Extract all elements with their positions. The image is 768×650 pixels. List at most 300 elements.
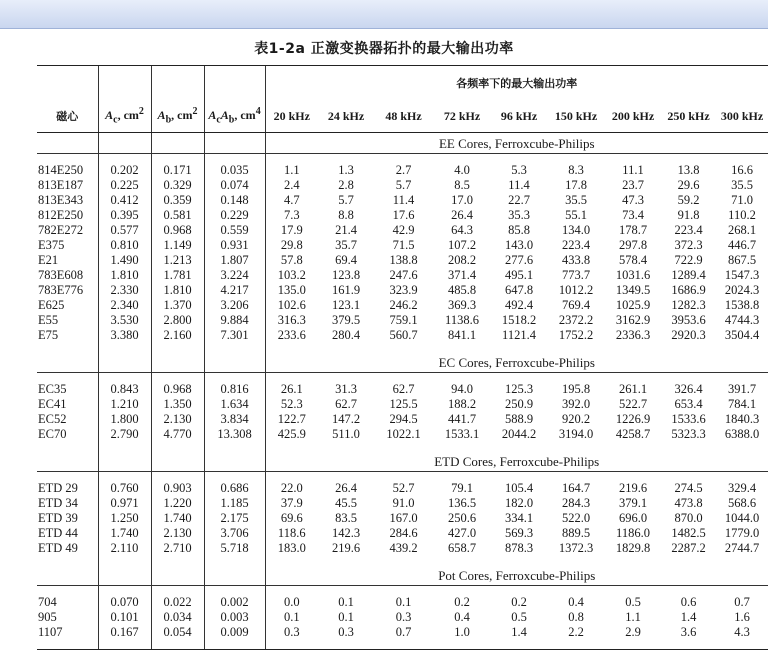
value-cell: 1.210 (98, 397, 151, 412)
value-cell: 870.0 (674, 511, 703, 525)
value-cell: 1533.1 (444, 427, 480, 441)
core-name-cell: EC70 (38, 427, 67, 441)
max-output-power-table (37, 66, 768, 650)
table-row (37, 541, 768, 556)
value-cell: 250.9 (504, 397, 534, 411)
core-name-cell: 813E343 (38, 193, 84, 207)
value-cell: 326.4 (674, 382, 703, 396)
column-header-ab: $A_b$, $cm^2$ (151, 100, 204, 133)
section-spacer-cell (204, 565, 265, 586)
table-row (37, 313, 768, 328)
value-cell: 316.3 (265, 313, 318, 328)
value-cell: 1547.3 (724, 268, 760, 282)
value-cell: 4.3 (734, 625, 750, 639)
value-cell: 17.6 (392, 208, 415, 222)
value-cell: 2.800 (151, 313, 204, 328)
value-cell: 223.4 (674, 223, 703, 237)
value-cell: 492.4 (504, 298, 534, 312)
value-cell: 2287.2 (671, 541, 706, 555)
core-name-cell: EC35 (38, 382, 67, 396)
value-cell: 588.9 (504, 412, 534, 426)
value-cell: 1025.9 (615, 298, 651, 312)
value-cell: 94.0 (451, 382, 473, 396)
value-cell: 2.330 (98, 283, 151, 298)
value-cell: 1.4 (680, 610, 697, 624)
spacer-row (37, 442, 768, 451)
section-spacer-cell (204, 352, 265, 373)
value-cell: 0.202 (98, 163, 151, 178)
value-cell: 183.0 (265, 541, 318, 556)
core-name-cell: 782E272 (38, 223, 84, 237)
value-cell: 379.1 (618, 496, 648, 510)
value-cell: 1.810 (151, 283, 204, 298)
table-row (37, 238, 768, 253)
value-cell: 21.4 (335, 223, 357, 237)
value-cell: 0.395 (98, 208, 151, 223)
section-header-row (37, 451, 768, 472)
value-cell: 578.4 (618, 253, 648, 267)
value-cell: 2.175 (204, 511, 265, 526)
core-name-cell: E375 (38, 238, 65, 252)
core-name-cell: ETD 44 (38, 526, 78, 540)
value-cell: 560.7 (389, 328, 418, 342)
value-cell: 427.0 (447, 526, 477, 540)
value-cell: 22.0 (265, 481, 318, 496)
value-cell: 11.1 (622, 163, 644, 177)
column-header-freq: 300 kHz (716, 100, 768, 133)
column-header-acab: $A_cA_b$, $cm^4$ (204, 100, 265, 133)
value-cell: 1840.3 (724, 412, 760, 426)
core-name-cell: 814E250 (38, 163, 84, 177)
value-cell: 45.5 (335, 496, 357, 510)
spacer-row (37, 556, 768, 565)
table-row (37, 298, 768, 313)
value-cell: 13.8 (677, 163, 700, 177)
value-cell: 0.3 (265, 625, 318, 640)
value-cell: 1779.0 (724, 526, 760, 540)
value-cell: 268.1 (727, 223, 757, 237)
header-spacer (98, 66, 151, 100)
value-cell: 284.6 (389, 526, 418, 540)
column-header-freq: 250 kHz (661, 100, 716, 133)
value-cell: 0.4 (568, 595, 584, 609)
value-cell: 2.8 (338, 178, 354, 192)
column-header-freq: 72 kHz (433, 100, 491, 133)
header-spacer (151, 66, 204, 100)
value-cell: 142.3 (331, 526, 361, 540)
column-header-ac: $A_c$, $cm^2$ (98, 100, 151, 133)
core-name-cell: ETD 34 (38, 496, 78, 510)
value-cell: 135.0 (265, 283, 318, 298)
value-cell: 1282.3 (671, 298, 706, 312)
core-name-cell: EC41 (38, 397, 67, 411)
value-cell: 769.4 (561, 298, 591, 312)
value-cell: 195.8 (561, 382, 591, 396)
value-cell: 37.9 (265, 496, 318, 511)
value-cell: 0.760 (98, 481, 151, 496)
value-cell: 3504.4 (724, 328, 760, 342)
value-cell: 1.213 (151, 253, 204, 268)
spacer-row (37, 154, 768, 164)
value-cell: 1752.2 (558, 328, 594, 342)
value-cell: 0.074 (204, 178, 265, 193)
value-cell: 0.0 (265, 595, 318, 610)
value-cell: 1138.6 (445, 313, 479, 327)
value-cell: 0.002 (204, 595, 265, 610)
column-header-freq: 96 kHz (491, 100, 547, 133)
value-cell: 274.5 (674, 481, 703, 495)
value-cell: 334.1 (504, 511, 534, 525)
value-cell: 143.0 (504, 238, 534, 252)
value-cell: 369.3 (447, 298, 477, 312)
value-cell: 52.7 (392, 481, 415, 495)
section-spacer-cell (204, 133, 265, 154)
value-cell: 11.4 (508, 178, 530, 192)
table-row (37, 328, 768, 343)
value-cell: 568.6 (727, 496, 757, 510)
value-cell: 569.3 (504, 526, 534, 540)
table-row (37, 610, 768, 625)
value-cell: 294.5 (389, 412, 418, 426)
value-cell: 2.110 (98, 541, 151, 556)
value-cell: 0.5 (625, 595, 641, 609)
value-cell: 17.9 (265, 223, 318, 238)
value-cell: 0.903 (151, 481, 204, 496)
value-cell: 69.6 (265, 511, 318, 526)
value-cell: 8.5 (454, 178, 470, 192)
value-cell: 85.8 (508, 223, 530, 237)
value-cell: 0.003 (204, 610, 265, 625)
value-cell: 3.706 (204, 526, 265, 541)
value-cell: 1.4 (511, 625, 527, 639)
value-cell: 0.3 (338, 625, 354, 639)
table-row (37, 481, 768, 496)
value-cell: 329.4 (727, 481, 757, 495)
value-cell: 0.5 (511, 610, 527, 624)
value-cell: 3.380 (98, 328, 151, 343)
value-cell: 0.022 (151, 595, 204, 610)
section-spacer-cell (37, 451, 98, 472)
header-spacer (204, 66, 265, 100)
value-cell: 31.3 (335, 382, 357, 396)
core-name-cell: 812E250 (38, 208, 84, 222)
value-cell: 920.2 (561, 412, 591, 426)
value-cell: 136.5 (447, 496, 477, 510)
value-cell: 3.530 (98, 313, 151, 328)
value-cell: 3.206 (204, 298, 265, 313)
table-row (37, 427, 768, 442)
value-cell: 247.6 (389, 268, 418, 282)
value-cell: 219.6 (331, 541, 361, 555)
value-cell: 52.3 (265, 397, 318, 412)
value-cell: 433.8 (561, 253, 591, 267)
value-cell: 47.3 (622, 193, 644, 207)
value-cell: 277.6 (504, 253, 534, 267)
value-cell: 1022.1 (386, 427, 421, 441)
section-header-row (37, 352, 768, 373)
column-header-freq: 48 kHz (374, 100, 433, 133)
core-name-cell: 783E608 (38, 268, 84, 282)
value-cell: 0.7 (734, 595, 750, 609)
value-cell: 1.250 (98, 511, 151, 526)
value-cell: 0.1 (338, 595, 354, 609)
value-cell: 208.2 (447, 253, 477, 267)
value-cell: 722.9 (674, 253, 703, 267)
table-row (37, 382, 768, 397)
spacer-row (37, 640, 768, 650)
value-cell: 8.8 (338, 208, 354, 222)
core-name-cell: 905 (38, 610, 57, 624)
value-cell: 167.0 (389, 511, 418, 525)
value-cell: 164.7 (561, 481, 591, 495)
value-cell: 233.6 (265, 328, 318, 343)
table-header (37, 66, 768, 133)
table-row (37, 595, 768, 610)
table-row (37, 412, 768, 427)
section-title: EE Cores, Ferroxcube-Philips (265, 133, 768, 154)
value-cell: 0.810 (98, 238, 151, 253)
value-cell: 1186.0 (616, 526, 650, 540)
value-cell: 1.781 (151, 268, 204, 283)
table-row (37, 253, 768, 268)
value-cell: 4.217 (204, 283, 265, 298)
value-cell: 71.5 (392, 238, 415, 252)
value-cell: 653.4 (674, 397, 703, 411)
core-name-cell: E21 (38, 253, 59, 267)
value-cell: 5.3 (511, 163, 527, 177)
value-cell: 7.301 (204, 328, 265, 343)
value-cell: 446.7 (727, 238, 757, 252)
value-cell: 1.740 (151, 511, 204, 526)
core-name-cell: ETD 39 (38, 511, 78, 525)
value-cell: 1.3 (338, 163, 354, 177)
value-cell: 59.2 (677, 193, 700, 207)
value-cell: 1.807 (204, 253, 265, 268)
value-cell: 392.0 (561, 397, 591, 411)
value-cell: 0.2 (454, 595, 470, 609)
value-cell: 0.6 (680, 595, 697, 609)
value-cell: 219.6 (618, 481, 648, 495)
value-cell: 0.171 (151, 163, 204, 178)
value-cell: 1.370 (151, 298, 204, 313)
value-cell: 0.229 (204, 208, 265, 223)
column-header-freq: 24 kHz (318, 100, 374, 133)
value-cell: 0.2 (511, 595, 527, 609)
value-cell: 83.5 (335, 511, 357, 525)
value-cell: 110.2 (728, 208, 756, 222)
value-cell: 1533.6 (671, 412, 706, 426)
spacer-row (37, 343, 768, 352)
value-cell: 107.2 (447, 238, 477, 252)
value-cell: 102.6 (265, 298, 318, 313)
value-cell: 1031.6 (615, 268, 651, 282)
value-cell: 4.7 (265, 193, 318, 208)
value-cell: 79.1 (451, 481, 473, 495)
section-title: Pot Cores, Ferroxcube-Philips (265, 565, 768, 586)
table-row (37, 496, 768, 511)
value-cell: 1.0 (454, 625, 470, 639)
value-cell: 5323.3 (671, 427, 706, 441)
value-cell: 0.971 (98, 496, 151, 511)
value-cell: 246.2 (389, 298, 418, 312)
value-cell: 1518.2 (501, 313, 537, 327)
value-cell: 1044.0 (724, 511, 760, 525)
value-cell: 2.4 (265, 178, 318, 193)
value-cell: 0.101 (98, 610, 151, 625)
value-cell: 182.0 (504, 496, 534, 510)
value-cell: 16.6 (731, 163, 753, 177)
value-cell: 64.3 (451, 223, 473, 237)
table-caption: 表1-2a 正激变换器拓扑的最大输出功率 (254, 41, 514, 57)
value-cell: 91.0 (392, 496, 415, 510)
value-cell: 0.816 (204, 382, 265, 397)
value-cell: 161.9 (331, 283, 361, 297)
value-cell: 0.559 (204, 223, 265, 238)
value-cell: 178.7 (618, 223, 648, 237)
column-header-freq: 20 kHz (265, 100, 318, 133)
value-cell: 62.7 (335, 397, 357, 411)
value-cell: 0.3 (395, 610, 412, 624)
value-cell: 0.225 (98, 178, 151, 193)
spacer-row (37, 472, 768, 482)
value-cell: 1.1 (625, 610, 641, 624)
value-cell: 647.8 (504, 283, 534, 297)
section-spacer-cell (151, 352, 204, 373)
core-name-cell: 813E187 (38, 178, 84, 192)
section-title: EC Cores, Ferroxcube-Philips (265, 352, 768, 373)
value-cell: 522.0 (561, 511, 591, 525)
value-cell: 1349.5 (615, 283, 651, 297)
core-name-cell: 1107 (38, 625, 63, 639)
table-row (37, 283, 768, 298)
value-cell: 138.8 (389, 253, 418, 267)
value-cell: 2.790 (98, 427, 151, 442)
value-cell: 0.070 (98, 595, 151, 610)
section-spacer-cell (37, 133, 98, 154)
value-cell: 17.0 (451, 193, 473, 207)
value-cell: 3.834 (204, 412, 265, 427)
value-cell: 250.6 (447, 511, 477, 525)
column-header-freq: 200 kHz (605, 100, 661, 133)
value-cell: 2.340 (98, 298, 151, 313)
value-cell: 2.130 (151, 412, 204, 427)
value-cell: 0.1 (265, 610, 318, 625)
value-cell: 4.770 (151, 427, 204, 442)
table-row (37, 625, 768, 640)
value-cell: 696.0 (618, 511, 648, 525)
value-cell: 495.1 (504, 268, 534, 282)
core-name-cell: E75 (38, 328, 59, 342)
value-cell: 2372.2 (558, 313, 594, 327)
value-cell: 4.0 (454, 163, 470, 177)
core-name-cell: EC52 (38, 412, 67, 426)
table-row (37, 223, 768, 238)
value-cell: 73.4 (622, 208, 644, 222)
value-cell: 0.968 (151, 223, 204, 238)
core-name-cell: ETD 29 (38, 481, 78, 495)
value-cell: 1.6 (734, 610, 750, 624)
value-cell: 2744.7 (724, 541, 760, 555)
value-cell: 0.7 (395, 625, 412, 639)
value-cell: 889.5 (561, 526, 591, 540)
value-cell: 1.740 (98, 526, 151, 541)
value-cell: 1.220 (151, 496, 204, 511)
table-row (37, 397, 768, 412)
section-header-row (37, 133, 768, 154)
value-cell: 1121.4 (502, 328, 536, 342)
core-name-cell: E55 (38, 313, 59, 327)
value-cell: 91.8 (677, 208, 700, 222)
value-cell: 0.034 (151, 610, 204, 625)
value-cell: 7.3 (265, 208, 318, 223)
column-header-core: 磁心 (37, 100, 98, 133)
value-cell: 473.8 (674, 496, 703, 510)
table-body (37, 133, 768, 650)
spacer-row (37, 586, 768, 596)
value-cell: 4744.3 (724, 313, 760, 327)
section-title: ETD Cores, Ferroxcube-Philips (265, 451, 768, 472)
value-cell: 125.3 (504, 382, 534, 396)
value-cell: 1.350 (151, 397, 204, 412)
value-cell: 658.7 (447, 541, 477, 555)
window-title-bar (0, 0, 768, 29)
value-cell: 0.843 (98, 382, 151, 397)
value-cell: 42.9 (392, 223, 415, 237)
value-cell: 1.149 (151, 238, 204, 253)
section-spacer-cell (98, 352, 151, 373)
value-cell: 0.968 (151, 382, 204, 397)
value-cell: 2.7 (395, 163, 412, 177)
spacer-row (37, 373, 768, 383)
value-cell: 26.4 (451, 208, 473, 222)
value-cell: 511.0 (332, 427, 360, 441)
value-cell: 223.4 (561, 238, 591, 252)
value-cell: 784.1 (727, 397, 757, 411)
value-cell: 2044.2 (501, 427, 537, 441)
value-cell: 297.8 (618, 238, 648, 252)
table-row (37, 526, 768, 541)
value-cell: 62.7 (392, 382, 415, 396)
value-cell: 0.1 (395, 595, 412, 609)
value-cell: 284.3 (561, 496, 591, 510)
value-cell: 5.718 (204, 541, 265, 556)
value-cell: 1012.2 (558, 283, 594, 297)
value-cell: 4258.7 (615, 427, 651, 441)
value-cell: 1.1 (265, 163, 318, 178)
table-row (37, 208, 768, 223)
value-cell: 372.3 (674, 238, 703, 252)
value-cell: 391.7 (727, 382, 757, 396)
value-cell: 0.359 (151, 193, 204, 208)
value-cell: 5.7 (395, 178, 412, 192)
section-spacer-cell (98, 133, 151, 154)
value-cell: 123.8 (331, 268, 361, 282)
value-cell: 0.009 (204, 625, 265, 640)
value-cell: 3.6 (680, 625, 697, 639)
value-cell: 878.3 (504, 541, 534, 555)
value-cell: 425.9 (265, 427, 318, 442)
value-cell: 8.3 (568, 163, 584, 177)
value-cell: 2.160 (151, 328, 204, 343)
value-cell: 1226.9 (615, 412, 651, 426)
value-cell: 35.5 (565, 193, 587, 207)
value-cell: 379.5 (331, 313, 361, 327)
value-cell: 55.1 (565, 208, 587, 222)
section-header-row (37, 565, 768, 586)
value-cell: 13.308 (204, 427, 265, 442)
value-cell: 0.577 (98, 223, 151, 238)
value-cell: 1686.9 (671, 283, 706, 297)
